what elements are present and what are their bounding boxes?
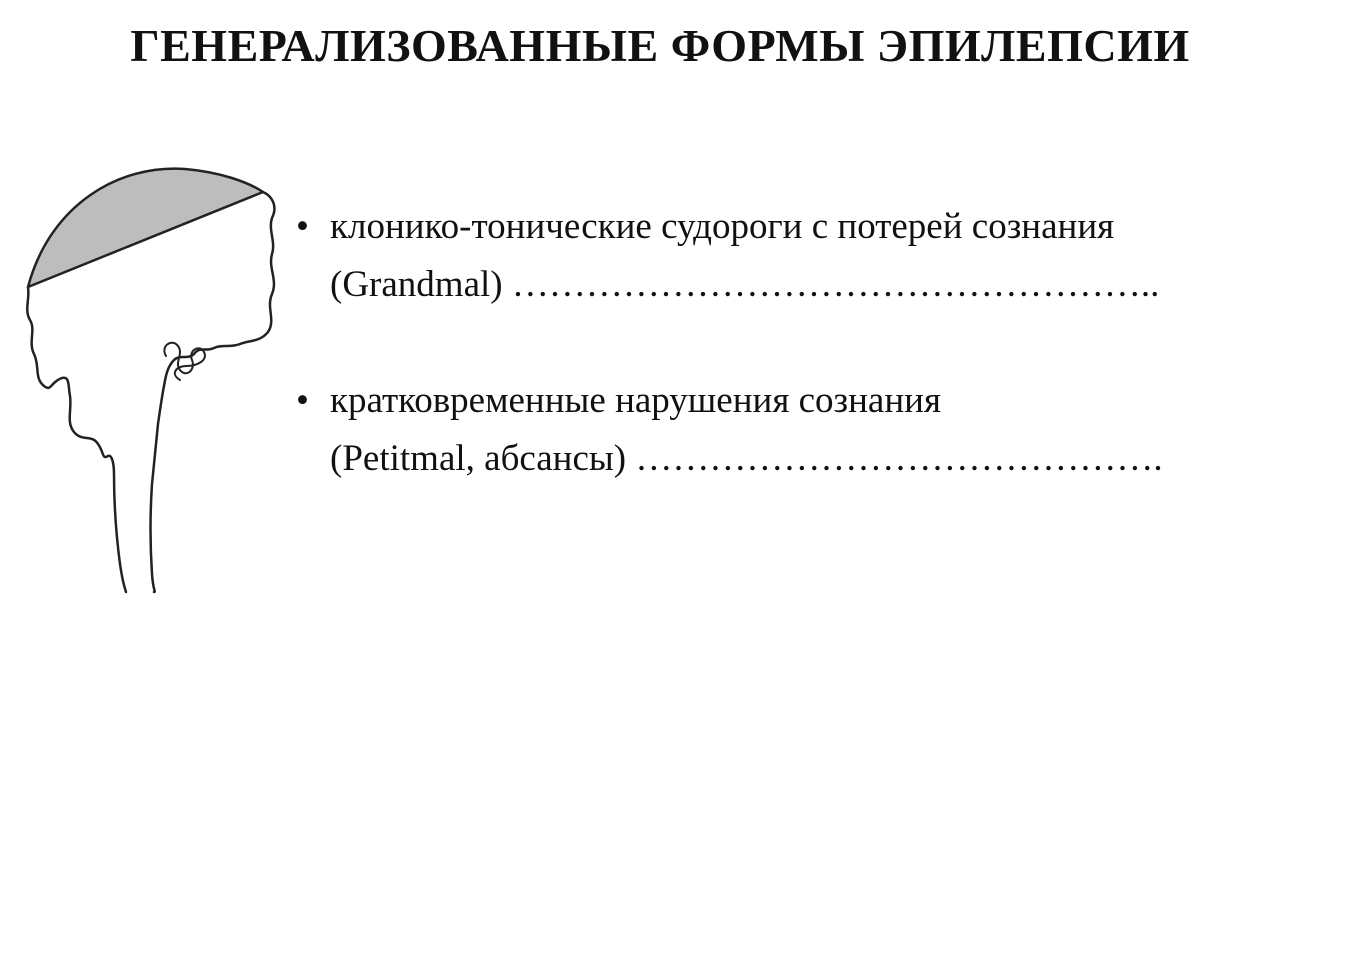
bullet-list: [296, 198, 1296, 488]
brain-figure: [10, 134, 285, 659]
list-item-subtext: (Grandmal) ……………………………………………..: [330, 264, 1160, 305]
list-item: [296, 198, 1296, 314]
bullet-marker: •: [296, 380, 309, 421]
list-item-text: клонико-тонические судороги с потерей сознания: [330, 206, 1115, 247]
bullet-marker: •: [296, 206, 309, 247]
list-item-subtext: (Petitmal, абсансы) …………………………………….: [330, 438, 1163, 479]
cortex-cap-shading: [28, 169, 263, 287]
cerebellum-detail: [164, 343, 205, 380]
brain-outline: [151, 192, 275, 592]
page-title: ГЕНЕРАЛИЗОВАННЫЕ ФОРМЫ ЭПИЛЕПСИИ: [130, 20, 1190, 71]
brain-outline-left: [27, 287, 126, 592]
brain-sagittal-outline-icon: [10, 134, 285, 659]
list-item-text: кратковременные нарушения сознания: [330, 380, 941, 421]
list-item: [296, 372, 1296, 488]
